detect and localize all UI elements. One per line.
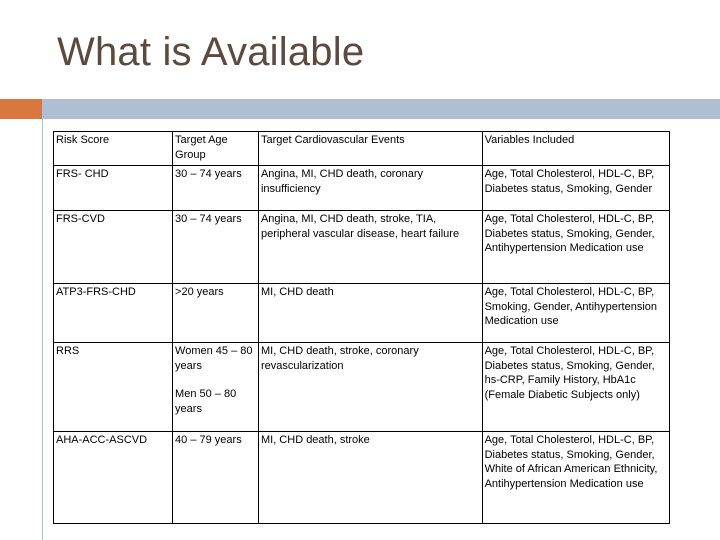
cell-variables: Age, Total Cholesterol, HDL-C, BP, Diabetes status, Smoking, Gender xyxy=(482,166,669,211)
table-row xyxy=(54,284,670,343)
cell-events: MI, CHD death, stroke, coronary revascularization xyxy=(258,343,482,432)
cell-variables: Age, Total Cholesterol, HDL-C, BP, Smoking, Gender, Antihypertension Medication use xyxy=(482,284,669,343)
cell-risk-score: FRS-CVD xyxy=(54,211,173,284)
risk-score-table xyxy=(53,131,670,524)
frame-line xyxy=(42,119,43,540)
header-target-events: Target Cardiovascular Events xyxy=(258,132,482,166)
cell-events: MI, CHD death xyxy=(258,284,482,343)
accent-bar-blue xyxy=(42,99,720,119)
cell-events: Angina, MI, CHD death, coronary insufficiency xyxy=(258,166,482,211)
cell-age-group: 40 – 79 years xyxy=(173,432,259,524)
table-row xyxy=(54,343,670,432)
cell-age-group xyxy=(173,343,259,432)
cell-events: MI, CHD death, stroke xyxy=(258,432,482,524)
cell-age-group: 30 – 74 years xyxy=(173,166,259,211)
age-women: Women 45 – 80 years xyxy=(175,345,253,372)
header-target-age-group: Target Age Group xyxy=(173,132,259,166)
cell-variables: Age, Total Cholesterol, HDL-C, BP, Diabetes status, Smoking, Gender, White of African American Ethnicity, Antihypertension Medication use xyxy=(482,432,669,524)
cell-risk-score: RRS xyxy=(54,343,173,432)
cell-risk-score: FRS- CHD xyxy=(54,166,173,211)
header-risk-score: Risk Score xyxy=(54,132,173,166)
accent-bar-orange xyxy=(0,99,42,119)
cell-variables: Age, Total Cholesterol, HDL-C, BP, Diabetes status, Smoking, Gender, hs-CRP, Family History, HbA1c (Female Diabetic Subjects only) xyxy=(482,343,669,432)
table-header-row xyxy=(54,132,670,166)
age-men: Men 50 – 80 years xyxy=(175,388,237,415)
table-row xyxy=(54,166,670,211)
cell-risk-score: ATP3-FRS-CHD xyxy=(54,284,173,343)
cell-age-group: >20 years xyxy=(173,284,259,343)
table-row xyxy=(54,211,670,284)
cell-risk-score: AHA-ACC-ASCVD xyxy=(54,432,173,524)
cell-events: Angina, MI, CHD death, stroke, TIA, peripheral vascular disease, heart failure xyxy=(258,211,482,284)
table-row xyxy=(54,432,670,524)
cell-variables: Age, Total Cholesterol, HDL-C, BP, Diabetes status, Smoking, Gender, Antihypertension Medication use xyxy=(482,211,669,284)
cell-age-group: 30 – 74 years xyxy=(173,211,259,284)
header-variables-included: Variables Included xyxy=(482,132,669,166)
slide-title: What is Available xyxy=(57,30,365,74)
